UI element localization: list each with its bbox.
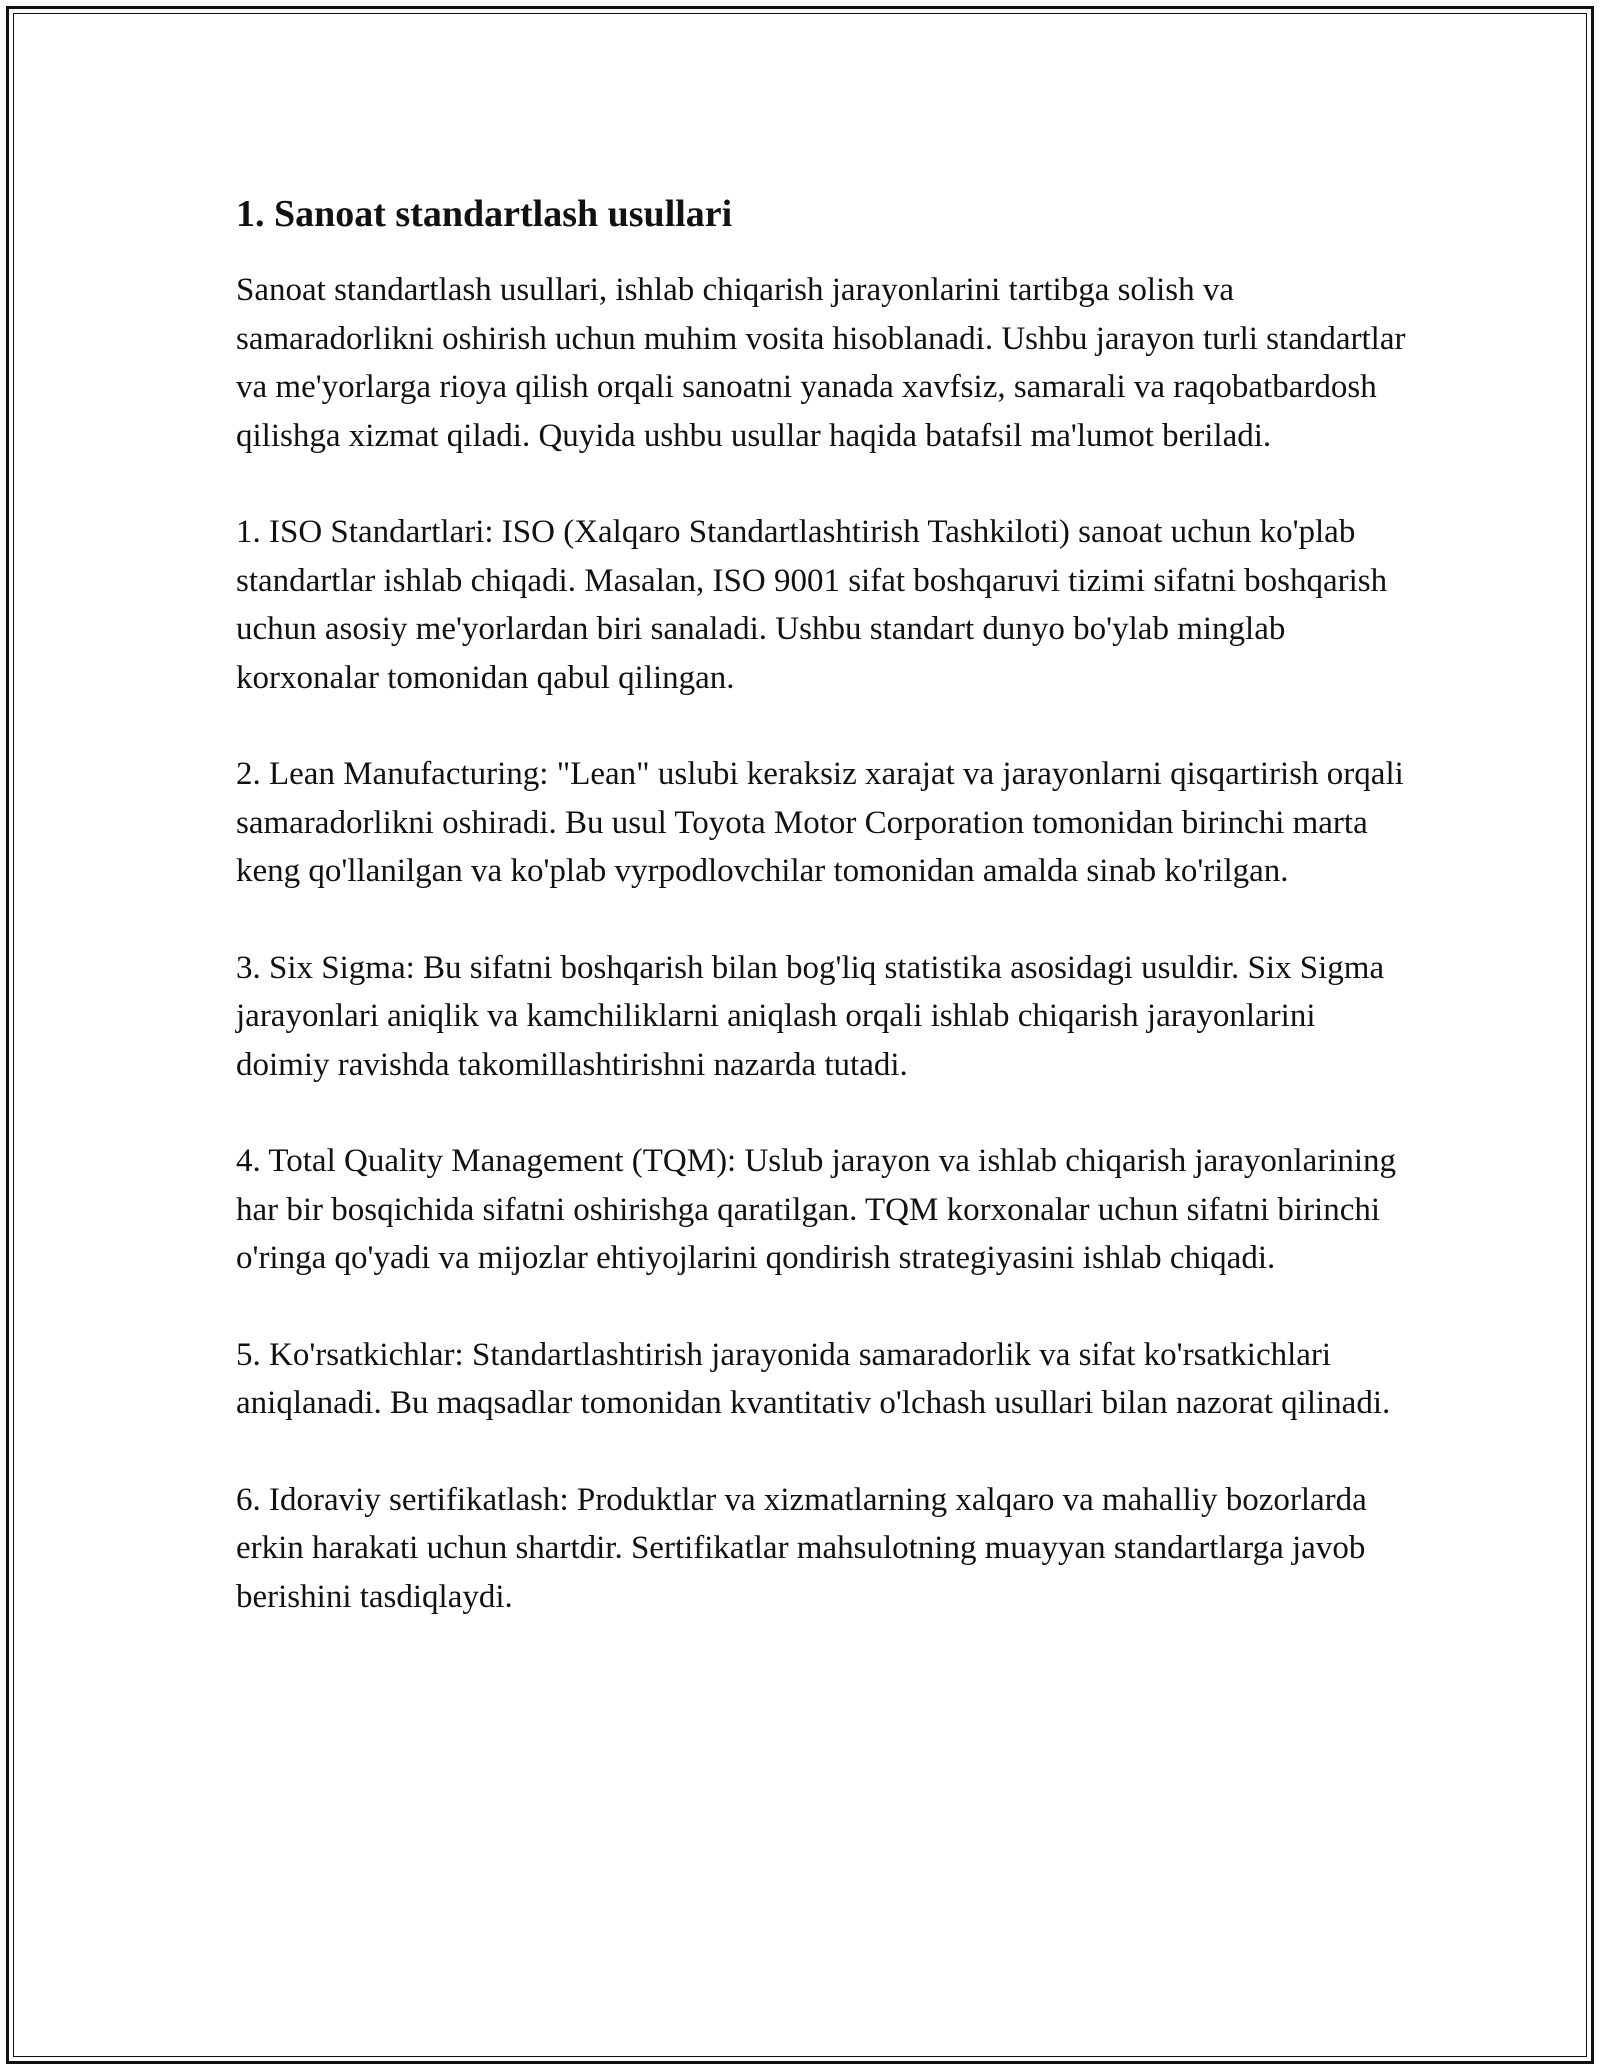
paragraph-iso-standards: 1. ISO Standartlari: ISO (Xalqaro Standartlashtirish Tashkiloti) sanoat uchun ko'plab standartlar ishlab chiqadi. Masalan, ISO 9001 sifat boshqaruvi tizimi sifatni boshqarish uchun asosiy me'yorlardan biri sanaladi. Ushbu standart dunyo bo'ylab minglab korxonalar tomonidan qabul qilingan. xyxy=(236,514,1388,696)
document-body xyxy=(236,188,1416,1621)
paragraph-lean-manufacturing: 2. Lean Manufacturing: "Lean" uslubi keraksiz xarajat va jarayonlarni qisqartirish orqali samaradorlikni oshiradi. Bu usul Toyota Motor Corporation tomonidan birinchi marta keng qo'llanilgan va ko'plab vyrpodlovchilar tomonidan amalda sinab ko'rilgan. xyxy=(236,756,1404,889)
intro-paragraph: Sanoat standartlash usullari, ishlab chiqarish jarayonlarini tartibga solish va samaradorlikni oshirish uchun muhim vosita hisoblanadi. Ushbu jarayon turli standartlar va me'yorlarga rioya qilish orqali sanoatni yanada xavfsiz, samarali va raqobatbardosh qilishga xizmat qiladi. Quyida ushbu usullar haqida batafsil ma'lumot beriladi. xyxy=(236,272,1406,454)
document-title: 1. Sanoat standartlash usullari xyxy=(236,193,733,235)
paragraph-indicators: 5. Ko'rsatkichlar: Standartlashtirish jarayonida samaradorlik va sifat ko'rsatkichlari aniqlanadi. Bu maqsadlar tomonidan kvantitativ o'lchash usullari bilan nazorat qilinadi. xyxy=(236,1336,1391,1421)
paragraph-certification: 6. Idoraviy sertifikatlash: Produktlar va xizmatlarning xalqaro va mahalliy bozorlarda erkin harakati uchun shartdir. Sertifikatlar mahsulotning muayyan standartlarga javob berishini tasdiqlaydi. xyxy=(236,1481,1367,1615)
paragraph-six-sigma: 3. Six Sigma: Bu sifatni boshqarish bilan bog'liq statistika asosidagi usuldir. Six Sigma jarayonlari aniqlik va kamchiliklarni aniqlash orqali ishlab chiqarish jarayonlarini doimiy ravishda takomillashtirishni nazarda tutadi. xyxy=(236,949,1385,1083)
paragraph-tqm: 4. Total Quality Management (TQM): Uslub jarayon va ishlab chiqarish jarayonlarining har bir bosqichida sifatni oshirishga qaratilgan. TQM korxonalar uchun sifatni birinchi o'ringa qo'yadi va mijozlar ehtiyojlarini qondirish strategiyasini ishlab chiqadi. xyxy=(236,1143,1397,1276)
